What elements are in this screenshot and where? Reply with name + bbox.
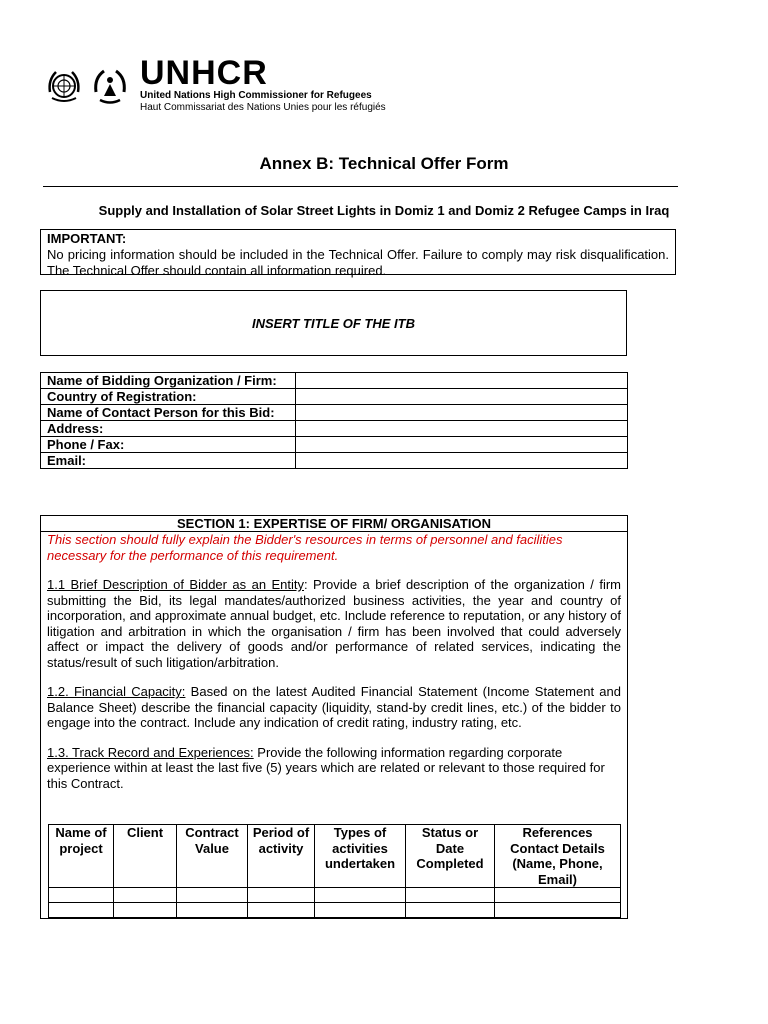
table-cell[interactable] (315, 888, 406, 903)
column-header: Types of activities undertaken (315, 825, 406, 888)
table-cell[interactable] (177, 888, 248, 903)
track-record-table (48, 824, 621, 918)
paragraph-1-2-title: 1.2. Financial Capacity: (47, 684, 186, 699)
table-cell[interactable] (406, 903, 495, 918)
table-row (41, 437, 628, 453)
info-value[interactable] (296, 421, 628, 437)
info-value[interactable] (296, 389, 628, 405)
important-notice (40, 229, 676, 278)
logo-name: UNHCR (140, 54, 268, 92)
info-label: Country of Registration: (41, 389, 296, 405)
table-cell[interactable] (114, 903, 177, 918)
table-cell[interactable] (114, 888, 177, 903)
table-cell[interactable] (495, 903, 621, 918)
un-emblem-icon (44, 66, 84, 106)
table-row (49, 903, 621, 918)
table-header-row (49, 825, 621, 888)
table-cell[interactable] (248, 888, 315, 903)
section-1-body (41, 532, 627, 791)
table-row (41, 389, 628, 405)
unhcr-logo (44, 54, 386, 114)
table-row (49, 888, 621, 903)
itb-title-box (40, 290, 627, 356)
info-value[interactable] (296, 373, 628, 389)
table-cell[interactable] (49, 888, 114, 903)
paragraph-1-3 (47, 745, 621, 792)
info-label: Name of Bidding Organization / Firm: (41, 373, 296, 389)
paragraph-1-3-title: 1.3. Track Record and Experiences: (47, 744, 254, 760)
itb-title: INSERT TITLE OF THE ITB (252, 315, 415, 331)
logo-wordmark (140, 54, 386, 114)
bidder-info-table (40, 372, 628, 469)
table-row (41, 421, 628, 437)
table-cell[interactable] (406, 888, 495, 903)
info-value[interactable] (296, 405, 628, 421)
paragraph-1-2-text: Based on the latest Audited Financial Statement (Income Statement and Balance Sheet) describe the financial capacity (liquidity, stand-by credit lines, etc.) of the bidder to engage into the contract. Include any indication of credit rating, industry rating, etc. (47, 684, 621, 730)
info-value[interactable] (296, 437, 628, 453)
table-cell[interactable] (495, 888, 621, 903)
document-subtitle: Supply and Installation of Solar Street Lights in Domiz 1 and Domiz 2 Refugee Camps in Iraq (98, 203, 670, 218)
column-header: Period of activity (248, 825, 315, 888)
table-cell[interactable] (49, 903, 114, 918)
paragraph-1-1-title: 1.1 Brief Description of Bidder as an Entity (47, 577, 304, 592)
table-row (41, 373, 628, 389)
section-1-note: This section should fully explain the Bidder's resources in terms of personnel and facilities necessary for the performance of this requirement. (47, 532, 563, 563)
title-divider (43, 186, 678, 187)
column-header: Contract Value (177, 825, 248, 888)
table-cell[interactable] (315, 903, 406, 918)
paragraph-1-1-text: : Provide a brief description of the organization / firm submitting the Bid, its legal mandates/authorized business activities, the year and country of incorporation, and approximate annual budget, etc. Include reference to reputation, or any history of litigation and arbitration in which the organisation / firm has been involved that could adversely affect or impact the delivery of goods and/or performance of related services, indicating the status/result of such litigation/arbitration. (47, 577, 622, 670)
paragraph-1-2 (47, 684, 621, 731)
unhcr-emblem-icon (90, 66, 130, 106)
paragraph-1-1 (47, 577, 621, 670)
important-heading: IMPORTANT: (47, 231, 127, 246)
paragraph-1-3-text: Provide the following information regarding corporate experience within at least the last five (5) years which are related or relevant to those required for this Contract. (47, 744, 605, 791)
section-1-heading: SECTION 1: EXPERTISE OF FIRM/ ORGANISATION (41, 516, 627, 532)
info-label: Name of Contact Person for this Bid: (41, 405, 296, 421)
info-label: Address: (41, 421, 296, 437)
column-header: Status or Date Completed (406, 825, 495, 888)
logo-line-french: Haut Commissariat des Nations Unies pour les réfugiés (140, 102, 386, 113)
column-header: Name of project (49, 825, 114, 888)
info-label: Phone / Fax: (41, 437, 296, 453)
section-1-box (40, 515, 628, 919)
table-cell[interactable] (248, 903, 315, 918)
table-row (41, 453, 628, 469)
info-value[interactable] (296, 453, 628, 469)
info-label: Email: (41, 453, 296, 469)
important-text: No pricing information should be included in the Technical Offer. Failure to comply may risk disqualification. The Technical Offer should contain all information required. (47, 247, 669, 278)
logo-line-english: United Nations High Commissioner for Refugees (140, 90, 372, 101)
document-title: Annex B: Technical Offer Form (259, 154, 509, 173)
column-header: Client (114, 825, 177, 888)
table-cell[interactable] (177, 903, 248, 918)
table-row (41, 405, 628, 421)
column-header: References Contact Details (Name, Phone, Email) (495, 825, 621, 888)
